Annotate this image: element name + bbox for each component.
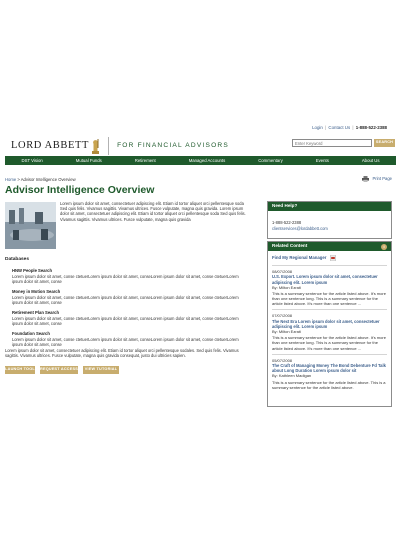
- pdf-icon: [330, 255, 336, 261]
- hero-image: [5, 202, 56, 249]
- info-icon[interactable]: i: [381, 244, 387, 250]
- contact-link[interactable]: Contact Us: [328, 125, 351, 130]
- print-page-link[interactable]: [362, 176, 392, 182]
- help-panel-title: Need Help?: [272, 203, 298, 209]
- brand-logo[interactable]: [11, 138, 229, 154]
- article-author: By: Kathleen Madigan: [272, 373, 312, 379]
- find-regional-manager-link[interactable]: [272, 255, 387, 266]
- article-date: 07/07/2008: [272, 313, 293, 319]
- nav-about-us[interactable]: About Us: [361, 157, 380, 163]
- database-name: Money in Motion Search: [12, 289, 61, 295]
- view-tutorial-button[interactable]: VIEW TUTORIAL: [83, 366, 119, 374]
- related-article: [272, 266, 387, 310]
- database-name: Retirement Plan Search: [12, 310, 60, 316]
- article-summary: This is a summary sentence for the article listed above. It's more than one sentence long. This is a summary sentence for the article listed above. It's more than one sentence ...: [272, 335, 386, 351]
- databases-heading: Databases: [5, 257, 29, 262]
- launch-tool-button[interactable]: LAUNCH TOOL: [5, 366, 35, 374]
- article-author: By: Milton Ezrati: [272, 328, 301, 334]
- database-description: Lorem ipsum dolor sit amet, conse ctetuerLorem ipsum dolor sit amet, conseLorem ipsum dolor sit amet, conse ctetuerLorem ipsum dolor sit amet, conse: [12, 315, 239, 327]
- knight-statue-icon: [90, 139, 101, 154]
- breadcrumb-current: Advisor Intelligence Overview: [20, 177, 76, 182]
- action-buttons: [5, 366, 124, 374]
- page-title: Advisor Intelligence Overview: [5, 184, 155, 196]
- help-panel-header: [268, 202, 391, 211]
- nav-commentary[interactable]: Commentary: [258, 157, 283, 163]
- find-regional-manager-label: Find My Regional Manager: [272, 255, 327, 261]
- nav-mutual-funds[interactable]: Mutual Funds: [75, 157, 102, 163]
- article-summary: This is a summary sentence for the article listed above. It's more than one sentence long. This is a summary sentence for the article listed above. It's more than one sentence ...: [272, 291, 386, 307]
- database-item: [12, 331, 250, 347]
- related-content-panel: [267, 241, 392, 407]
- office-photo-icon: [5, 202, 56, 249]
- search-input[interactable]: [292, 139, 372, 147]
- login-link[interactable]: Login: [312, 125, 323, 130]
- breadcrumb: Home > Advisor Intelligence Overview: [5, 177, 76, 182]
- database-description: Lorem ipsum dolor sit amet, conse ctetuerLorem ipsum dolor sit amet, conseLorem ipsum dolor sit amet, conse ctetuerLorem ipsum dolor sit amet, conse: [12, 273, 239, 284]
- printer-icon: [362, 176, 369, 182]
- logo-text: LORD ABBETT: [11, 139, 90, 151]
- nav-events[interactable]: Events: [315, 157, 329, 163]
- nav-managed-accounts[interactable]: Managed Accounts: [188, 157, 226, 163]
- database-description: Lorem ipsum dolor sit amet, conse ctetuerLorem ipsum dolor sit amet, conseLorem ipsum dolor sit amet, conse ctetuerLorem ipsum dolor sit amet, conse: [12, 337, 239, 348]
- article-summary: This is a summary sentence for the article listed above. This is a summary sentence for the article listed above.: [272, 379, 386, 390]
- database-name: Foundation Search: [12, 331, 50, 337]
- help-panel: [267, 201, 392, 239]
- database-list: [12, 268, 250, 353]
- search-button[interactable]: SEARCH: [374, 139, 395, 147]
- article-author: By: Milton Ezrati: [272, 284, 301, 290]
- help-phone: 1-888-522-2388: [272, 220, 302, 225]
- database-description: Lorem ipsum dolor sit amet, conse ctetuerLorem ipsum dolor sit amet, conseLorem ipsum dolor sit amet, conse ctetuerLorem ipsum dolor sit amet, conse: [12, 294, 239, 306]
- site-search: [292, 139, 395, 147]
- article-title-link[interactable]: The Craft of Managing Money The Bond Debenture Fd Talk about Long Duration Lorem ipsum dolor sit: [272, 363, 386, 374]
- related-article: [272, 355, 387, 393]
- request-access-button[interactable]: REQUEST ACCESS: [40, 366, 78, 374]
- related-panel-title: Related Content: [272, 243, 308, 249]
- breadcrumb-home[interactable]: Home: [5, 177, 17, 182]
- help-email-link[interactable]: clientservices@lordabbett.com: [272, 225, 328, 231]
- tagline: FOR FINANCIAL ADVISORS: [117, 141, 229, 149]
- related-panel-header: [268, 242, 391, 251]
- article-date: 08/07/2008: [272, 269, 293, 274]
- closing-paragraph: Lorem ipsum dolor sit amet, consectetuer adipiscing elit. Etiam id tortor aliquet orci pellentesque sodales. Sed quis felis. Vivamus sagittis. Vivamus ultrices. Fusce vulputate, magna quis gravida consequat, justo dui ultricies sapien.: [5, 348, 239, 359]
- utility-links: Login | Contact Us | 1-888-522-2388: [312, 125, 387, 130]
- nav-retirement[interactable]: Retirement: [134, 157, 156, 163]
- related-article: [272, 310, 387, 354]
- article-date: 05/07/2008: [272, 357, 293, 363]
- intro-paragraph: Lorem ipsum dolor sit amet, consectetuer adipiscing elit. Etiam id tortor aliquet orci pellentesque soda Sed quis felis. Vivamus sagittis. Vivamus ultrices. Fusce vulputate, magna quis gravida. Lorem ipsum dolor sit amet, consectetuer adipiscing elit. Etiam id tortor aliquet orci pellentesque soda Sed quis felis. Vivamus sagittis. Vivamus ultrices. Fusce vulputate, magna quis gravida: [60, 201, 246, 222]
- article-title-link[interactable]: U.S. Export. Lorem ipsum dolor sit amet, consectetuer adipiscing elit. Lorem ipsum: [272, 274, 378, 285]
- main-nav: [5, 156, 396, 165]
- print-page-label: Print Page: [372, 176, 392, 182]
- database-item: [12, 268, 250, 284]
- database-item: [12, 310, 250, 326]
- header-phone: 1-888-522-2388: [355, 125, 387, 130]
- nav-dst-vision[interactable]: DST Vision: [21, 157, 43, 163]
- article-title-link[interactable]: The Next Era Lorem ipsum dolor sit amet, consectetuer adipiscing elit. Lorem ipsum: [272, 318, 380, 329]
- database-item: [12, 289, 250, 305]
- database-name: HNW People Search: [12, 268, 53, 273]
